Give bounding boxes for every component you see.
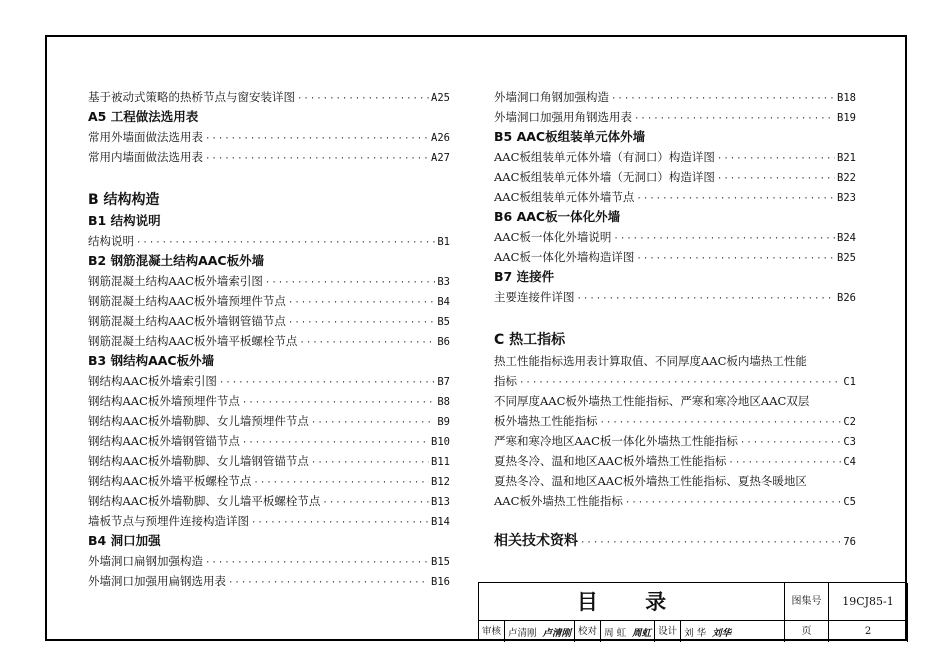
leader-dots [288, 293, 435, 313]
toc-entry-page: B11 [431, 456, 450, 468]
toc-entry-page: C5 [843, 496, 856, 508]
leader-dots [625, 493, 841, 513]
leader-dots [634, 109, 835, 129]
page-number: 2 [829, 621, 908, 642]
toc-entry-title: AAC板外墙热工性能指标 [494, 494, 623, 508]
toc-entry [494, 411, 856, 431]
leader-dots [600, 413, 842, 433]
leader-dots [519, 373, 841, 393]
toc-entry-title: 夏热冬冷、温和地区AAC板外墙热工性能指标 [494, 454, 727, 468]
toc-entry [494, 167, 856, 187]
toc-entry-page: C1 [843, 376, 856, 388]
toc-entry-page: B7 [437, 376, 450, 388]
leader-dots [740, 433, 841, 453]
toc-entry [88, 271, 450, 291]
toc-entry [88, 451, 450, 471]
toc-entry [88, 311, 450, 331]
checker-name: 周 虹 [604, 627, 627, 639]
signature-row [479, 621, 785, 642]
page-label: 页 [785, 621, 829, 642]
toc-entry [88, 571, 450, 591]
toc-section-heading: C 热工指标 [494, 332, 566, 348]
toc-section-heading: B 结构构造 [88, 192, 160, 208]
toc-subsection-heading: B1 结构说明 [88, 213, 161, 228]
leader-dots [228, 573, 429, 593]
leader-dots [636, 189, 835, 209]
toc-entry-title: 钢筋混凝土结构AAC板外墙预埋件节点 [88, 294, 286, 308]
toc-entry [494, 491, 856, 511]
toc-entry-title: 钢结构AAC板外墙钢管锚节点 [88, 434, 240, 448]
toc-entry [494, 187, 856, 207]
toc-entry-page: B26 [837, 292, 856, 304]
toc-entry-page: B22 [837, 172, 856, 184]
toc-entry-page: B12 [431, 476, 450, 488]
toc-entry [494, 371, 856, 391]
leader-dots [265, 273, 435, 293]
toc-entry-title: 外墙洞口角钢加强构造 [494, 90, 609, 104]
leader-dots [322, 493, 429, 513]
toc-subsection-heading: B6 AAC板一体化外墙 [494, 209, 621, 224]
spacer [494, 307, 856, 329]
toc-entry-page: B3 [437, 276, 450, 288]
leader-dots [611, 89, 835, 109]
toc-entry-page: B6 [437, 336, 450, 348]
toc-entry-page: B13 [431, 496, 450, 508]
toc-entry [88, 511, 450, 531]
toc-entry-title: AAC板一体化外墙构造详图 [494, 250, 635, 264]
toc-entry-title: 钢结构AAC板外墙索引图 [88, 374, 217, 388]
toc-entry [88, 551, 450, 571]
leader-dots [205, 149, 429, 169]
title-block [478, 582, 907, 641]
toc-entry-page: A26 [431, 132, 450, 144]
leader-dots [205, 553, 429, 573]
toc-entry-title: 钢筋混凝土结构AAC板外墙钢管锚节点 [88, 314, 286, 328]
toc-entry-continued: 不同厚度AAC板外墙热工性能指标、严寒和寒冷地区AAC双层 [494, 394, 810, 408]
leader-dots [717, 169, 835, 189]
atlas-number-label: 图集号 [785, 583, 829, 621]
toc-entry-title: 常用外墙面做法选用表 [88, 130, 203, 144]
spacer [494, 511, 856, 529]
toc-entry [88, 471, 450, 491]
toc-entry [88, 291, 450, 311]
toc-entry-title: 外墙洞口扁钢加强构造 [88, 554, 203, 568]
leader-dots [242, 393, 435, 413]
leader-dots [580, 531, 841, 555]
toc-entry [88, 331, 450, 351]
toc-entry [494, 107, 856, 127]
toc-entry [494, 147, 856, 167]
toc-entry [494, 529, 856, 553]
design-label: 设计 [654, 621, 681, 642]
toc-entry-page: B16 [431, 576, 450, 588]
toc-entry-page: B14 [431, 516, 450, 528]
reviewer-signature: 卢清刚 [542, 627, 572, 639]
leader-dots [299, 333, 435, 353]
toc-entry [88, 411, 450, 431]
toc-entry-title: 钢结构AAC板外墙勒脚、女儿墙预埋件节点 [88, 414, 309, 428]
review-label: 审核 [479, 621, 505, 642]
toc-entry-title: 严寒和寒冷地区AAC板一体化外墙热工性能指标 [494, 434, 738, 448]
toc-entry-page: C4 [843, 456, 856, 468]
toc-entry-page: B15 [431, 556, 450, 568]
leader-dots [288, 313, 435, 333]
leader-dots [205, 129, 429, 149]
reviewer-name: 卢清刚 [508, 627, 537, 639]
toc-entry [88, 127, 450, 147]
check-label: 校对 [574, 621, 601, 642]
toc-entry-title: 板外墙热工性能指标 [494, 414, 598, 428]
leader-dots [311, 413, 435, 433]
toc-entry [88, 231, 450, 251]
toc-entry [88, 371, 450, 391]
toc-left-column [88, 87, 450, 591]
toc-entry-title: 墙板节点与预埋件连接构造详图 [88, 514, 249, 528]
leader-dots [613, 229, 835, 249]
toc-entry-title: 主要连接件详图 [494, 290, 575, 304]
toc-entry [494, 287, 856, 307]
toc-entry [494, 247, 856, 267]
toc-subsection-heading: B2 钢筋混凝土结构AAC板外墙 [88, 253, 265, 268]
toc-entry [88, 87, 450, 107]
toc-entry-page: B18 [837, 92, 856, 104]
toc-entry-title: 常用内墙面做法选用表 [88, 150, 203, 164]
toc-entry-page: B1 [437, 236, 450, 248]
leader-dots [297, 89, 429, 109]
toc-entry-page: B19 [837, 112, 856, 124]
toc-entry-title: 结构说明 [88, 234, 134, 248]
toc-subsection-heading: B3 钢结构AAC板外墙 [88, 353, 215, 368]
leader-dots [717, 149, 835, 169]
toc-entry-page: C3 [843, 436, 856, 448]
toc-subsection-heading: B7 连接件 [494, 269, 555, 284]
toc-subsection-heading: A5 工程做法选用表 [88, 109, 199, 124]
toc-entry-page: C2 [843, 416, 856, 428]
leader-dots [251, 513, 429, 533]
toc-entry-page: 76 [843, 536, 856, 548]
toc-entry-title: 钢结构AAC板外墙预埋件节点 [88, 394, 240, 408]
leader-dots [577, 289, 836, 309]
toc-right-column [494, 87, 856, 553]
toc-entry-title: AAC板组装单元体外墙节点 [494, 190, 635, 204]
toc-entry-page: B10 [431, 436, 450, 448]
leader-dots [311, 453, 429, 473]
toc-entry-page: B25 [837, 252, 856, 264]
toc-entry [88, 391, 450, 411]
toc-entry-page: A27 [431, 152, 450, 164]
toc-entry [88, 491, 450, 511]
leader-dots [636, 249, 835, 269]
spacer [88, 167, 450, 189]
toc-entry [494, 87, 856, 107]
toc-entry-continued: 热工性能指标选用表计算取值、不同厚度AAC板内墙热工性能 [494, 354, 807, 368]
toc-entry-page: B23 [837, 192, 856, 204]
title-block-title: 目 录 [479, 583, 785, 621]
designer-name: 刘 华 [684, 627, 707, 639]
toc-entry [494, 227, 856, 247]
toc-entry-title: AAC板组装单元体外墙（无洞口）构造详图 [494, 170, 715, 184]
toc-entry-page: B24 [837, 232, 856, 244]
toc-entry [88, 147, 450, 167]
toc-entry-page: B5 [437, 316, 450, 328]
toc-entry-continued: 夏热冬冷、温和地区AAC板外墙热工性能指标、夏热冬暖地区 [494, 474, 807, 488]
toc-entry-title: 钢结构AAC板外墙勒脚、女儿墙钢管锚节点 [88, 454, 309, 468]
leader-dots [136, 233, 435, 253]
toc-entry [494, 431, 856, 451]
toc-subsection-heading: B4 洞口加强 [88, 533, 161, 548]
toc-entry-page: A25 [431, 92, 450, 104]
toc-entry-title: 钢筋混凝土结构AAC板外墙索引图 [88, 274, 263, 288]
toc-entry-title: 相关技术资料 [494, 533, 578, 549]
toc-entry-title: 外墙洞口加强用扁钢选用表 [88, 574, 226, 588]
leader-dots [242, 433, 429, 453]
toc-entry-title: AAC板一体化外墙说明 [494, 230, 612, 244]
atlas-number: 19CJ85-1 [829, 583, 908, 621]
toc-entry [494, 451, 856, 471]
toc-entry-title: 钢筋混凝土结构AAC板外墙平板螺栓节点 [88, 334, 298, 348]
toc-entry [88, 431, 450, 451]
leader-dots [728, 453, 841, 473]
toc-entry-title: 外墙洞口加强用角钢选用表 [494, 110, 632, 124]
leader-dots [219, 373, 435, 393]
toc-entry-page: B9 [437, 416, 450, 428]
toc-entry-title: 钢结构AAC板外墙平板螺栓节点 [88, 474, 252, 488]
toc-entry-title: 指标 [494, 374, 517, 388]
toc-entry-title: 钢结构AAC板外墙勒脚、女儿墙平板螺栓节点 [88, 494, 321, 508]
toc-entry-title: 基于被动式策略的热桥节点与窗安装详图 [88, 90, 295, 104]
toc-entry-page: B4 [437, 296, 450, 308]
checker-signature: 周虹 [632, 627, 652, 639]
toc-entry-page: B8 [437, 396, 450, 408]
leader-dots [253, 473, 429, 493]
toc-entry-page: B21 [837, 152, 856, 164]
designer-signature: 刘华 [712, 627, 732, 639]
toc-entry-title: AAC板组装单元体外墙（有洞口）构造详图 [494, 150, 715, 164]
toc-subsection-heading: B5 AAC板组装单元体外墙 [494, 129, 646, 144]
